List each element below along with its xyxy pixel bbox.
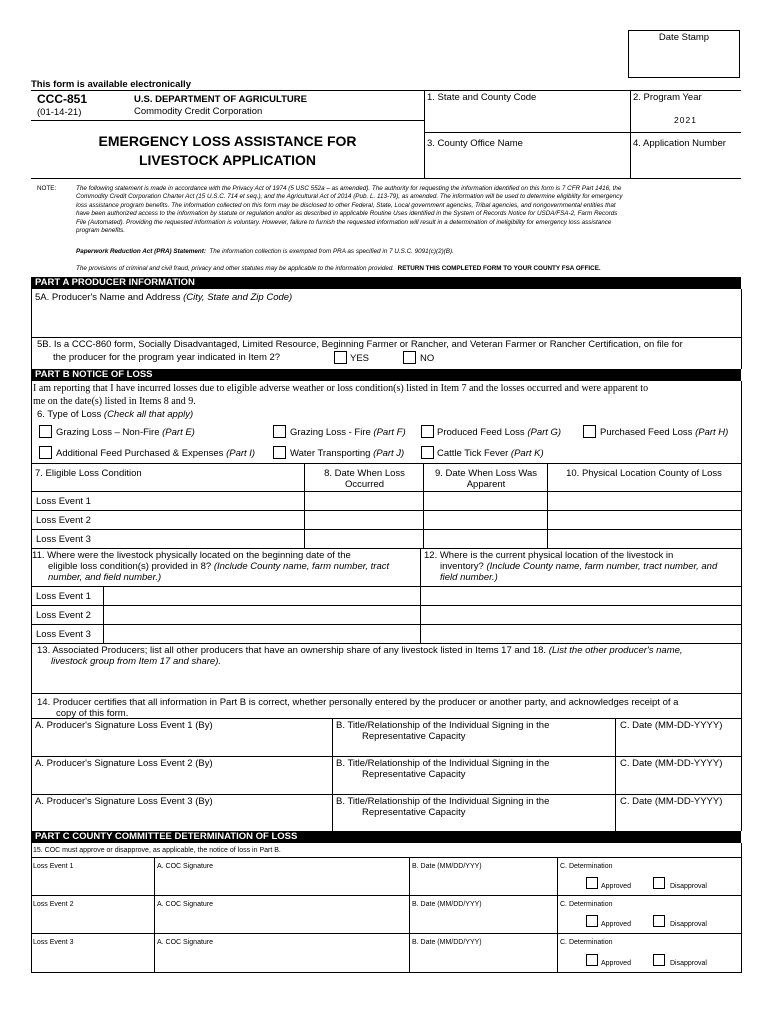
county-office-field[interactable]: 3. County Office Name — [427, 138, 523, 149]
coc-date-2[interactable]: B. Date (MM/DD/YYY) — [412, 901, 482, 908]
subagency-name: Commodity Credit Corporation — [134, 106, 263, 117]
program-year-field[interactable]: 2. Program Year — [633, 92, 702, 103]
item-5b-question-line2: the producer for the program year indicated in Item 2? — [53, 352, 281, 363]
loss-condition-input-3[interactable] — [100, 530, 303, 547]
produced-feed-checkbox[interactable] — [421, 425, 434, 438]
grazing-fire-checkbox[interactable] — [273, 425, 286, 438]
no-label: NO — [420, 353, 435, 364]
item-14-label: 14. Producer certifies that all information in Part B is correct, whether personally entered by the producer or another party, and acknowledges receipt of a copy of this form. — [37, 697, 679, 719]
loss-event-row-3: Loss Event 3 — [36, 534, 91, 545]
producer-signature-1[interactable]: A. Producer's Signature Loss Event 1 (By) — [35, 720, 213, 731]
form-date: (01-14-21) — [37, 107, 82, 118]
title-relationship-1[interactable]: B. Title/Relationship of the Individual Signing in the Representative Capacity — [336, 720, 550, 742]
disapproval-label-3: Disapproval — [670, 960, 707, 967]
location-event-row-2: Loss Event 2 — [36, 610, 91, 621]
part-b-header: PART B NOTICE OF LOSS — [31, 369, 741, 381]
associated-producers-field[interactable] — [32, 670, 740, 692]
physical-location-header: 10. Physical Location County of Loss — [566, 468, 722, 479]
yes-label: YES — [350, 353, 370, 364]
state-county-code-field[interactable]: 1. State and County Code — [427, 92, 537, 103]
form-title-line2: LIVESTOCK APPLICATION — [138, 152, 317, 168]
yes-checkbox[interactable] — [334, 351, 347, 364]
disapproval-checkbox-3[interactable] — [653, 954, 665, 966]
loss-condition-input-2[interactable] — [100, 511, 303, 528]
item-13-label: 13. Associated Producers; list all other producers that have an ownership share of any livestock listed in Items 17 and 18. (List the other producer's name, livestock group from Item 17 and share). — [37, 645, 683, 667]
loss-condition-input-1[interactable] — [100, 492, 303, 509]
coc-signature-1[interactable]: A. COC Signature — [157, 863, 214, 870]
coc-determination-1: C. Determination — [560, 863, 613, 870]
producer-signature-2[interactable]: A. Producer's Signature Loss Event 2 (By) — [35, 758, 213, 769]
produced-feed-label: Produced Feed Loss (Part G) — [437, 427, 562, 438]
signature-date-1[interactable]: C. Date (MM-DD-YYYY) — [620, 720, 723, 731]
note-label: NOTE: — [37, 185, 57, 192]
part-c-header: PART C COUNTY COMMITTEE DETERMINATION OF LOSS — [31, 831, 741, 843]
approved-checkbox-1[interactable] — [586, 877, 598, 889]
cattle-tick-fever-label: Cattle Tick Fever (Part K) — [437, 448, 544, 459]
cattle-tick-fever-checkbox[interactable] — [421, 446, 434, 459]
loss-statement-line2: me on the date(s) listed in Items 8 and 9. — [33, 396, 196, 407]
loss-event-row-1: Loss Event 1 — [36, 496, 91, 507]
disapproval-checkbox-2[interactable] — [653, 915, 665, 927]
pra-statement: Paperwork Reduction Act (PRA) Statement: The information collection is exempted from PRA as specified in 7 U.S.C. 9091(c)(2)(B). — [76, 248, 454, 255]
coc-determination-3: C. Determination — [560, 939, 613, 946]
coc-date-3[interactable]: B. Date (MM/DD/YYY) — [412, 939, 482, 946]
approved-label-1: Approved — [601, 883, 631, 890]
additional-feed-checkbox[interactable] — [39, 446, 52, 459]
grazing-non-fire-checkbox[interactable] — [39, 425, 52, 438]
eligible-loss-condition-header: 7. Eligible Loss Condition — [35, 468, 142, 479]
disapproval-label-2: Disapproval — [670, 921, 707, 928]
item-11-label: 11. Where were the livestock physically located on the beginning date of the eligible loss condition(s) provided in 8? (Include County name, farm number, tract number, and field number.) — [32, 550, 390, 583]
water-transporting-label: Water Transporting (Part J) — [290, 448, 405, 459]
coc-date-1[interactable]: B. Date (MM/DD/YYY) — [412, 863, 482, 870]
loss-statement-line1: I am reporting that I have incurred losses due to eligible adverse weather or loss condition(s) listed in Item 7 and the losses occurred and were apparent to — [33, 383, 649, 394]
approved-checkbox-3[interactable] — [586, 954, 598, 966]
signature-date-2[interactable]: C. Date (MM-DD-YYYY) — [620, 758, 723, 769]
agency-name: U.S. DEPARTMENT OF AGRICULTURE — [134, 94, 307, 105]
program-year-value: 2021 — [674, 115, 697, 125]
approved-label-3: Approved — [601, 960, 631, 967]
item-15-label: 15. COC must approve or disapprove, as applicable, the notice of loss in Part B. — [33, 847, 281, 854]
form-title-line1: EMERGENCY LOSS ASSISTANCE FOR — [98, 133, 357, 149]
producer-name-address-label: 5A. Producer's Name and Address (City, State and Zip Code) — [35, 292, 293, 303]
water-transporting-checkbox[interactable] — [273, 446, 286, 459]
date-loss-apparent-header: 9. Date When Loss Was Apparent — [434, 468, 538, 490]
location-event-row-3: Loss Event 3 — [36, 629, 91, 640]
loss-event-row-2: Loss Event 2 — [36, 515, 91, 526]
coc-signature-2[interactable]: A. COC Signature — [157, 901, 214, 908]
producer-signature-3[interactable]: A. Producer's Signature Loss Event 3 (By) — [35, 796, 213, 807]
provisions-statement: The provisions of criminal and civil fraud, privacy and other statutes may be applicable to the information provided. RETURN THIS COMPLETED FORM TO YOUR COUNTY FSA OFFICE. — [76, 265, 601, 272]
item-12-label: 12. Where is the current physical location of the livestock in inventory? (Include County name, farm number, tract number, and field number.) — [424, 550, 718, 583]
coc-loss-event-1: Loss Event 1 — [33, 863, 74, 870]
part-a-header: PART A PRODUCER INFORMATION — [31, 277, 741, 289]
item-5b-question: 5B. Is a CCC-860 form, Socially Disadvantaged, Limited Resource, Beginning Farmer or Rancher, and Veteran Farmer or Rancher Certification, on file for — [37, 339, 683, 350]
coc-loss-event-2: Loss Event 2 — [33, 901, 74, 908]
title-relationship-2[interactable]: B. Title/Relationship of the Individual Signing in the Representative Capacity — [336, 758, 550, 780]
no-checkbox[interactable] — [403, 351, 416, 364]
privacy-note: The following statement is made in accordance with the Privacy Act of 1974 (5 USC 552a – as amended). The authority for requesting the information identified on this form is 7 CFR Part 1416, the Commodity Credit Corporation Charter Act (15 U.S.C. 714 et seq.), and the Agricultural Act of 2014 (Pub. L. 113-79), as amended. The information will be used to determine eligibility for emergency loss assistance program benefits. The information collected on this form may be disclosed to other Federal, State, Local government agencies, Tribal agencies, and nongovernmental entities that have been authorized access to the information by statute or regulation and/or as described in applicable Routine Uses identified in the System of Records Notice for USDA/FSA-2, Farm Records File (Automated). Providing the requested information is voluntary. However, failure to furnish the requested information will result in a determination of ineligibility for emergency loss assistance program benefits. — [76, 185, 623, 235]
producer-name-address-field[interactable] — [32, 304, 740, 336]
available-electronically: This form is available electronically — [31, 79, 191, 90]
approved-checkbox-2[interactable] — [586, 915, 598, 927]
coc-determination-2: C. Determination — [560, 901, 613, 908]
date-stamp-label: Date Stamp — [658, 32, 710, 43]
grazing-non-fire-label: Grazing Loss – Non-Fire (Part E) — [56, 427, 195, 438]
signature-date-3[interactable]: C. Date (MM-DD-YYYY) — [620, 796, 723, 807]
form-id: CCC-851 — [37, 92, 88, 106]
grazing-fire-label: Grazing Loss - Fire (Part F) — [290, 427, 406, 438]
additional-feed-label: Additional Feed Purchased & Expenses (Part I) — [56, 448, 256, 459]
type-of-loss-label: 6. Type of Loss (Check all that apply) — [37, 409, 194, 420]
purchased-feed-checkbox[interactable] — [583, 425, 596, 438]
disapproval-checkbox-1[interactable] — [653, 877, 665, 889]
application-number-field[interactable]: 4. Application Number — [633, 138, 726, 149]
purchased-feed-label: Purchased Feed Loss (Part H) — [600, 427, 729, 438]
approved-label-2: Approved — [601, 921, 631, 928]
date-loss-occurred-header: 8. Date When Loss Occurred — [324, 468, 405, 490]
coc-signature-3[interactable]: A. COC Signature — [157, 939, 214, 946]
coc-loss-event-3: Loss Event 3 — [33, 939, 74, 946]
location-event-row-1: Loss Event 1 — [36, 591, 91, 602]
disapproval-label-1: Disapproval — [670, 883, 707, 890]
title-relationship-3[interactable]: B. Title/Relationship of the Individual Signing in the Representative Capacity — [336, 796, 550, 818]
